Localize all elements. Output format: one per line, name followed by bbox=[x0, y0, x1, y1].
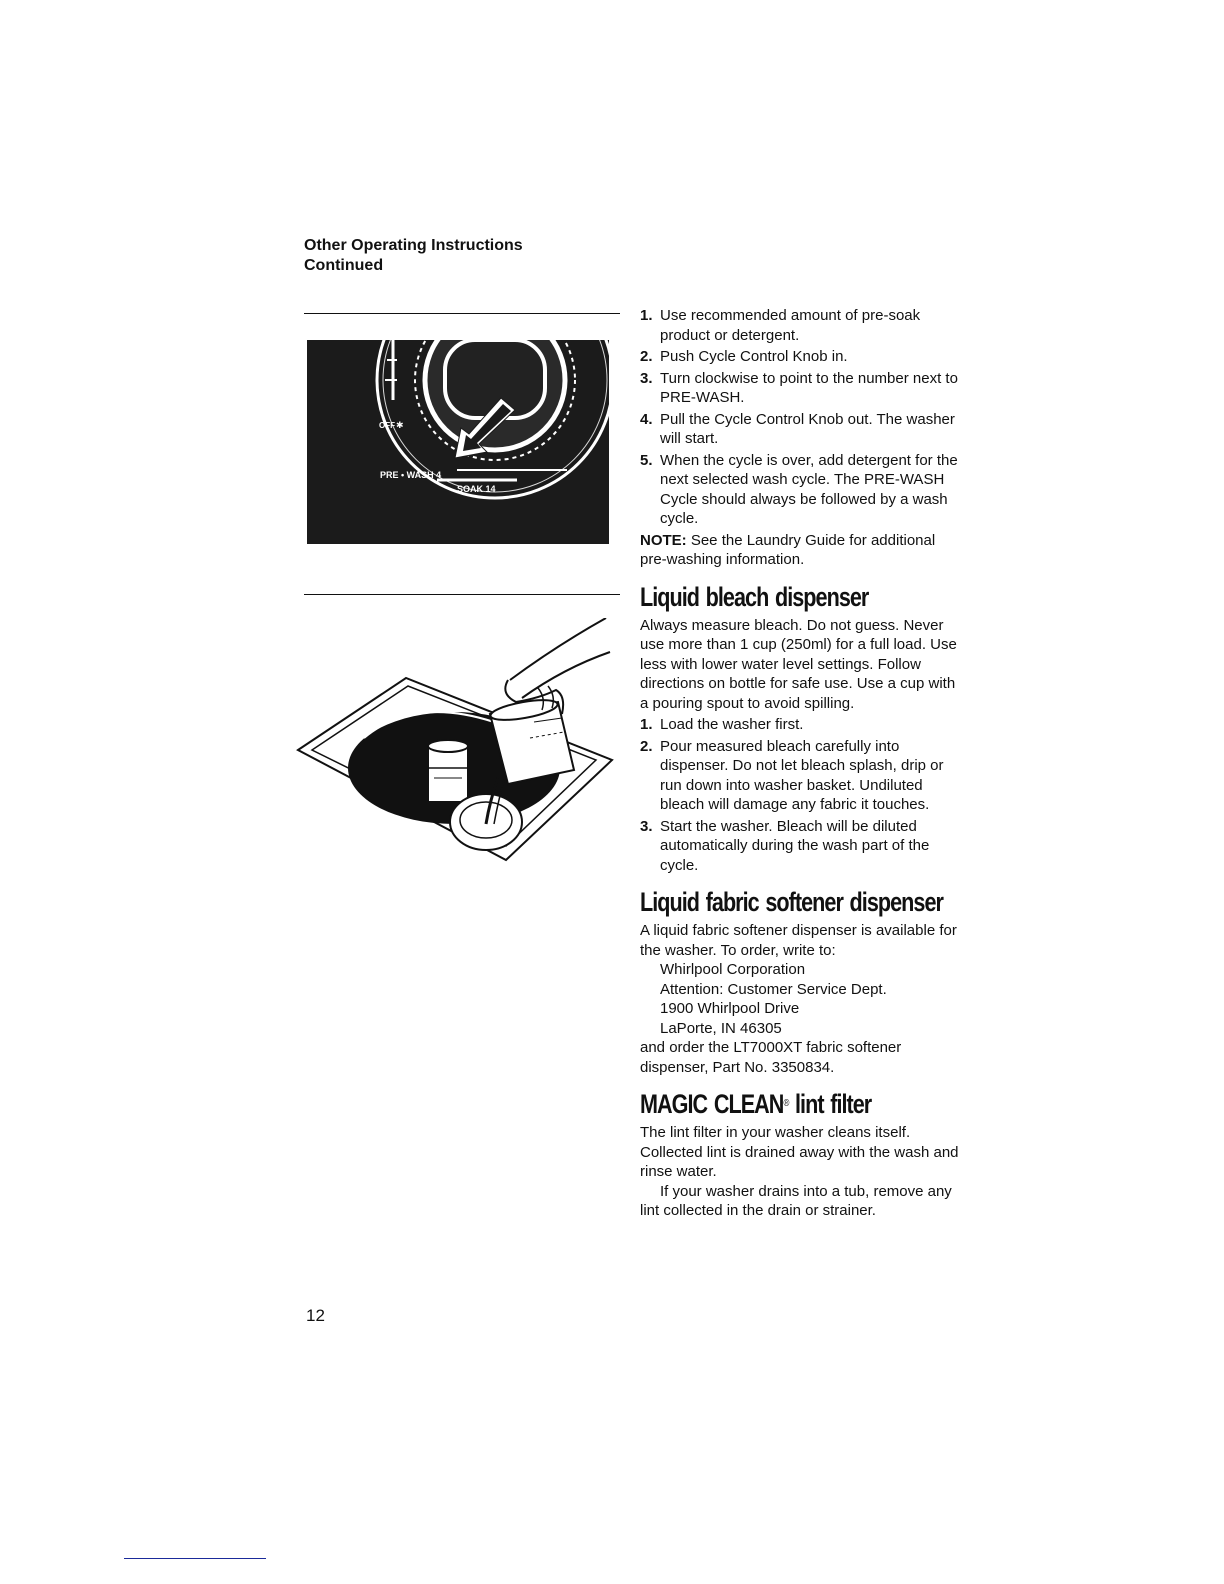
step-text: Use recommended amount of pre-soak product or detergent. bbox=[660, 307, 921, 344]
bleach-steps bbox=[640, 715, 960, 875]
step-text: Pull the Cycle Control Knob out. The washer will start. bbox=[660, 410, 955, 447]
list-item: 3. Start the washer. Bleach will be diluted automatically during the wash part of the cycle. bbox=[640, 817, 930, 874]
registered-mark: ® bbox=[783, 1098, 789, 1109]
dispenser-svg bbox=[294, 618, 616, 872]
list-item: 5. When the cycle is over, add detergent for the next selected wash cycle. The PRE-WASH Cycle should always be followed by a wash cycle. bbox=[640, 451, 958, 527]
bleach-heading: Liquid bleach dispenser bbox=[640, 581, 869, 612]
step-text: Push Cycle Control Knob in. bbox=[660, 348, 848, 365]
section-heading-continued: Continued bbox=[304, 257, 384, 274]
dial-label-soak: SOAK 14 bbox=[457, 484, 496, 494]
softener-outro: and order the LT7000XT fabric softener dispenser, Part No. 3350834. bbox=[640, 1039, 902, 1076]
lint-heading-rest: lint filter bbox=[788, 1089, 872, 1119]
lint-para-2: If your washer drains into a tub, remove any lint collected in the drain or strainer. bbox=[640, 1182, 952, 1219]
list-item: 1. Use recommended amount of pre-soak product or detergent. bbox=[640, 307, 921, 344]
list-item: 3. Turn clockwise to point to the number next to PRE-WASH. bbox=[640, 369, 958, 406]
address-line: LaPorte, IN 46305 bbox=[660, 1019, 782, 1037]
cycle-control-dial-illustration bbox=[307, 340, 609, 544]
section-heading-title: Other Operating Instructions bbox=[304, 237, 523, 254]
address-line: Whirlpool Corporation bbox=[660, 961, 806, 978]
list-item: 2. Pour measured bleach carefully into dispenser. Do not let bleach splash, drip or run down into washer basket. Undiluted bleach will damage any fabric it touches. bbox=[640, 737, 944, 813]
step-text: Start the washer. Bleach will be diluted automatically during the wash part of the cycle. bbox=[660, 817, 930, 874]
step-text: Turn clockwise to point to the number next to PRE-WASH. bbox=[660, 369, 958, 406]
prewash-note bbox=[640, 531, 960, 570]
prewash-steps bbox=[640, 306, 960, 529]
lint-heading-brand: MAGIC CLEAN bbox=[640, 1089, 784, 1119]
section-heading bbox=[304, 236, 523, 276]
softener-intro: A liquid fabric softener dispenser is available for the washer. To order, write to: bbox=[640, 922, 957, 959]
address-line: Attention: Customer Service Dept. bbox=[660, 980, 887, 998]
note-label: NOTE: bbox=[640, 531, 687, 549]
step-text: Load the washer first. bbox=[660, 716, 804, 733]
list-item: 2. Push Cycle Control Knob in. bbox=[640, 348, 848, 365]
address-line: 1900 Whirlpool Drive bbox=[660, 1000, 800, 1017]
note-text: See the Laundry Guide for additional pre-washing information. bbox=[640, 531, 936, 568]
softener-heading: Liquid fabric softener dispenser bbox=[640, 887, 943, 917]
divider-top bbox=[304, 313, 620, 314]
bleach-intro: Always measure bleach. Do not guess. Never use more than 1 cup (250ml) for a full load. Use less with lower water level settings. Follow directions on bottle for safe use. Use a cup with a pouring spout to avoid spilling. bbox=[640, 616, 957, 712]
right-column bbox=[640, 306, 960, 1221]
list-item: 4. Pull the Cycle Control Knob out. The washer will start. bbox=[640, 410, 955, 447]
footer-divider bbox=[124, 1558, 266, 1559]
lint-para-1: The lint filter in your washer cleans itself. Collected lint is drained away with the wash and rinse water. bbox=[640, 1124, 959, 1180]
dial-svg bbox=[307, 340, 609, 544]
dial-star-icon: ✱ bbox=[396, 421, 404, 431]
lint-filter-heading bbox=[640, 1089, 896, 1119]
page-number: 12 bbox=[306, 1306, 325, 1325]
step-text: When the cycle is over, add detergent for the next selected wash cycle. The PRE-WASH Cycle should always be followed by a wash cycle. bbox=[660, 451, 958, 527]
step-text: Pour measured bleach carefully into dispenser. Do not let bleach splash, drip or run down into washer basket. Undiluted bleach will damage any fabric it touches. bbox=[660, 737, 944, 813]
divider-middle bbox=[304, 594, 620, 595]
pouring-bleach-into-dispenser-illustration bbox=[294, 618, 616, 872]
dial-label-off: OFF bbox=[379, 421, 395, 430]
list-item: 1. Load the washer first. bbox=[640, 716, 804, 733]
mailing-address bbox=[640, 960, 960, 1038]
dial-label-prewash: PRE • WASH 4 bbox=[380, 470, 442, 480]
